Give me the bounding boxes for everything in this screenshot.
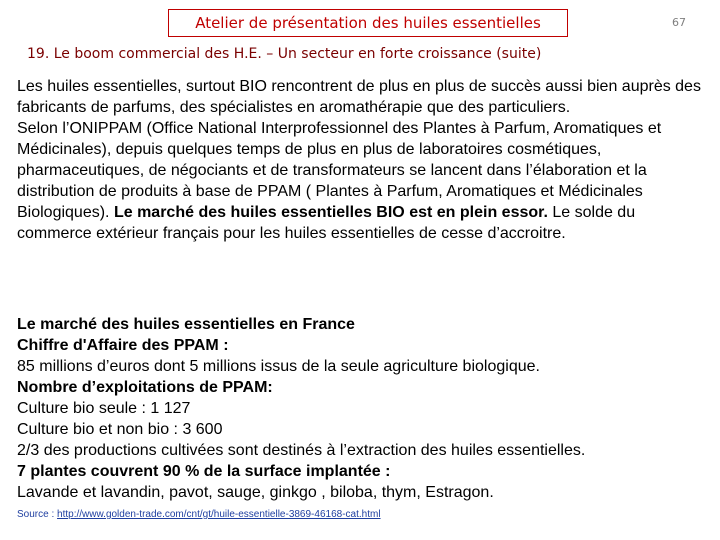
source-prefix: Source : [17,509,58,520]
market-heading: Le marché des huiles essentielles en France [17,316,355,333]
intro-paragraph [17,76,707,244]
bio-and-non-bio-count: Culture bio et non bio : 3 600 [17,421,223,438]
seven-plants-label: 7 plantes couvrent 90 % de la surface implantée : [17,463,391,480]
two-thirds-statement: 2/3 des productions cultivées sont destinés à l’extraction des huiles essentielles. [17,442,586,459]
intro-text-2: Selon l’ONIPPAM (Office National Interprofessionnel des Plantes à Parfum, Aromatiques et Médicinales), depuis quelques temps de plus en plus de laboratoires cosmétiques, pharmaceutiques, de négociants et de transformateurs se lancent dans l’élaboration et la distribution de produits à base de PPAM ( Plantes à Parfum, Aromatiques et Médicinales Biologiques). [17,120,662,221]
intro-text-end: Le solde du commerce extérieur français pour les huiles essentielles de cesse d’accroitre. [17,204,636,242]
exploitations-label: Nombre d’exploitations de PPAM: [17,379,273,396]
bio-only-count: Culture bio seule : 1 127 [17,400,191,417]
intro-bold-statement: Le marché des huiles essentielles BIO est en plein essor. [113,204,548,221]
section-subtitle: 19. Le boom commercial des H.E. – Un secteur en forte croissance (suite) [27,46,542,62]
ca-label: Chiffre d'Affaire des PPAM : [17,337,229,354]
slide-title: Atelier de présentation des huiles essentielles [195,14,541,32]
plants-list: Lavande et lavandin, pavot, sauge, ginkgo , biloba, thym, Estragon. [17,484,494,501]
source-link[interactable]: http://www.golden-trade.com/cnt/gt/huile-essentielle-3869-46168-cat.html [57,509,381,520]
page-number: 67 [672,16,686,29]
market-section [17,314,707,503]
slide-title-box [168,9,568,37]
ca-value: 85 millions d’euros dont 5 millions issus de la seule agriculture biologique. [17,358,540,375]
source-line [17,509,381,520]
intro-text-1: Les huiles essentielles, surtout BIO rencontrent de plus en plus de succès aussi bien auprès des fabricants de parfums, des spécialistes en aromathérapie que des particuliers. [17,78,701,116]
